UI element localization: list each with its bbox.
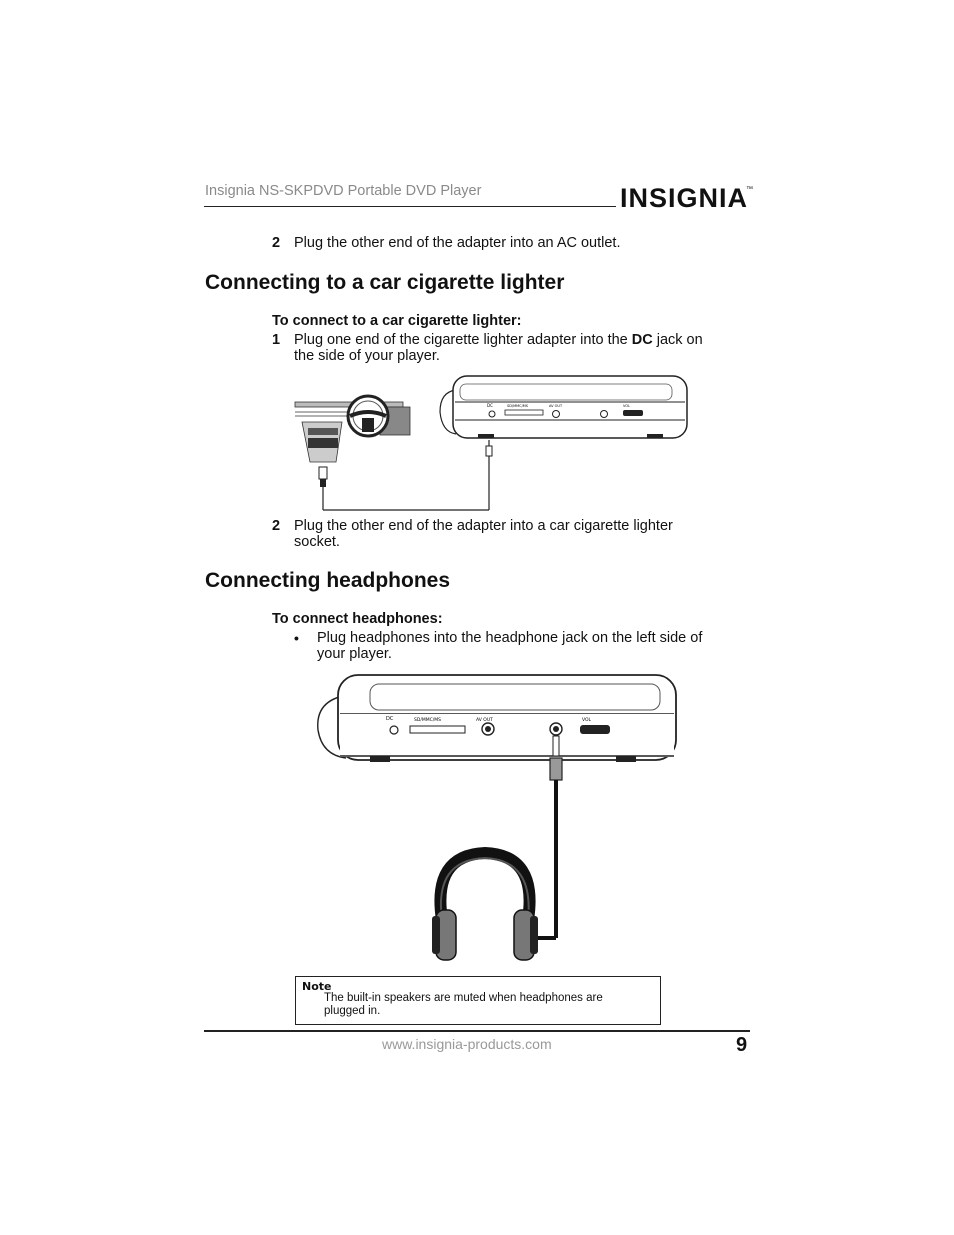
intro-step bbox=[272, 235, 752, 253]
bullet-text-line2: your player. bbox=[317, 646, 392, 662]
note-title: Note bbox=[302, 980, 332, 993]
section-heading-car: Connecting to a car cigarette lighter bbox=[205, 271, 565, 294]
label-dc: DC bbox=[487, 403, 493, 408]
step-text: Plug the other end of the adapter into an AC outlet. bbox=[294, 235, 621, 251]
logo-wordmark: INSIGNIA bbox=[620, 183, 749, 213]
note-text bbox=[324, 992, 644, 1018]
footer-rule bbox=[204, 1030, 750, 1032]
step-text-part: jack on bbox=[652, 332, 703, 348]
car-step-2 bbox=[272, 518, 752, 552]
step-text-line2: the side of your player. bbox=[294, 348, 440, 364]
label-card: SD/MMC/MS bbox=[507, 404, 528, 408]
step-text bbox=[294, 332, 703, 348]
footer-url: www.insignia-products.com bbox=[382, 1036, 552, 1052]
step-number: 2 bbox=[272, 518, 281, 534]
dvd-player-side-view-large bbox=[318, 675, 676, 762]
headphones-diagram bbox=[310, 670, 690, 970]
note-box bbox=[295, 976, 661, 1025]
page-number: 9 bbox=[736, 1034, 748, 1056]
car-adapter-plug bbox=[319, 440, 492, 510]
header-title: Insignia NS-SKPDVD Portable DVD Player bbox=[205, 183, 482, 199]
header-rule bbox=[204, 206, 616, 207]
step-number: 2 bbox=[272, 235, 281, 251]
label-av-out: AV OUT bbox=[549, 404, 563, 408]
step-text: Plug the other end of the adapter into a car cigarette lighter bbox=[294, 518, 673, 534]
label-vol: VOL bbox=[623, 404, 631, 408]
car-lighter-diagram bbox=[290, 372, 690, 517]
insignia-logo bbox=[620, 180, 752, 212]
dashboard-illustration bbox=[295, 396, 410, 462]
note-line-2: plugged in. bbox=[324, 1005, 381, 1017]
bullet-dot: • bbox=[294, 630, 299, 646]
logo-trademark: ™ bbox=[746, 186, 753, 193]
procedure-title-car: To connect to a car cigarette lighter: bbox=[272, 313, 522, 329]
section-heading-headphones: Connecting headphones bbox=[205, 569, 451, 592]
dc-bold: DC bbox=[631, 332, 653, 348]
label-vol: VOL bbox=[582, 718, 592, 723]
headphones-bullet bbox=[272, 630, 752, 664]
bullet-text: Plug headphones into the headphone jack on the left side of bbox=[317, 630, 703, 646]
label-card: SD/MMC/MS bbox=[414, 718, 441, 723]
headphones-icon bbox=[432, 853, 538, 960]
procedure-title-headphones: To connect headphones: bbox=[272, 611, 443, 627]
car-step-1 bbox=[272, 332, 752, 366]
label-dc: DC bbox=[386, 716, 394, 722]
step-text-part: Plug one end of the cigarette lighter adapter into the bbox=[294, 332, 632, 348]
note-line-1: The built-in speakers are muted when headphones are bbox=[324, 992, 603, 1004]
step-text-line2: socket. bbox=[294, 534, 340, 550]
step-number: 1 bbox=[272, 332, 281, 348]
label-av-out: AV OUT bbox=[476, 718, 493, 723]
dvd-player-side-view bbox=[440, 376, 687, 438]
